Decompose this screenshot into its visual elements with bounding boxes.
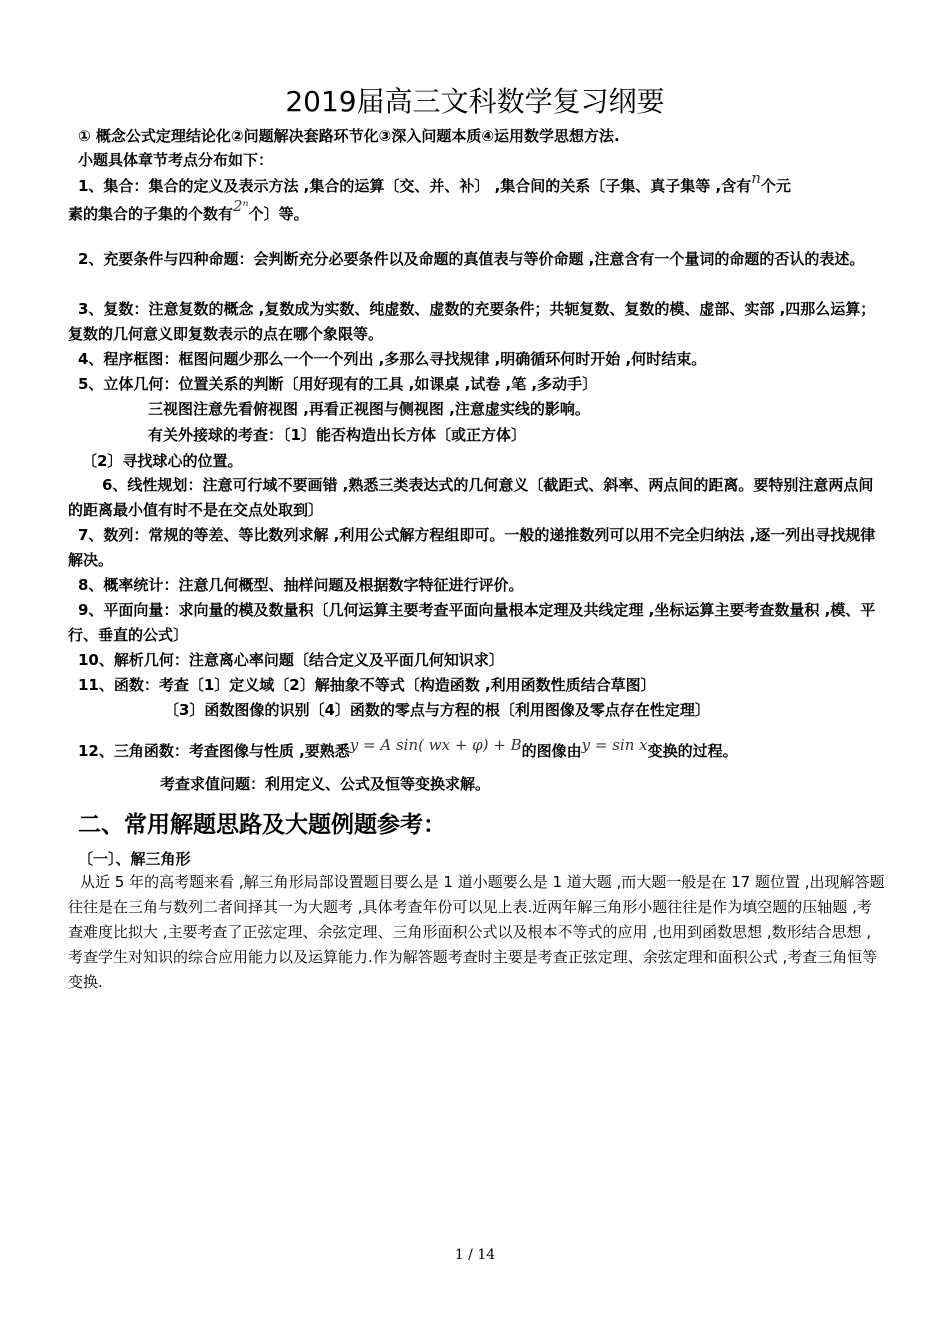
item-12 <box>78 736 896 764</box>
intro-line: ① 概念公式定理结论化②问题解决套路环节化③深入问题本质④运用数学思想方法. <box>78 127 620 145</box>
page-number: 1 / 14 <box>454 1247 496 1263</box>
item-4: 4、程序框图：框图问题少那么一个一个列出 ,多那么寻找规律 ,明确循环何时开始 ,何时结束。 <box>78 350 707 368</box>
sinusoid-formula: y = A sin( wx + φ) + B <box>349 736 522 754</box>
section-2-heading: 二、常用解题思路及大题例题参考： <box>78 812 446 838</box>
item-1-text-a: 1、集合：集合的定义及表示方法 ,集合的运算〔交、并、补〕 ,集合间的关系〔子集、真子集等 ,含有 <box>78 177 752 195</box>
item-1-n-formula: n <box>751 169 761 187</box>
item-5: 5、立体几何：位置关系的判断〔用好现有的工具 ,如课桌 ,试卷 ,笔 ,多动手〕 <box>78 375 598 393</box>
item-6: 6、线性规划：注意可行域不要画错 ,熟悉三类表达式的几何意义〔截距式、斜率、两点间的距离。要特别注意两点间的距离最小值有时不是在交点处取到〕 <box>68 476 874 519</box>
item-12-evaluation: 考查求值问题：利用定义、公式及恒等变换求解。 <box>160 775 491 793</box>
section-2-subheading: 〔一〕、解三角形 <box>78 850 191 868</box>
item-1-text-c: 素的集合的子集的个数有 <box>68 205 234 223</box>
sub-intro-line: 小题具体章节考点分布如下： <box>78 151 274 169</box>
item-1-power-formula: 2ⁿ <box>233 197 249 215</box>
item-11-continued: 〔3〕函数图像的识别〔4〕函数的零点与方程的根〔利用图像及零点存在性定理〕 <box>164 701 710 719</box>
section-2-paragraph: 从近 5 年的高考题来看 ,解三角形局部设置题目要么是 1 道小题要么是 1 道大题 ,而大题一般是在 17 题位置 ,出现解答题往往是在三角与数列二者间择其一为大题考 ,具体考查年份可以见上表.近两年解三角形小题往往是作为填空题的压轴题 ,考查难度比拟大 ,主要考查了正弦定理、余弦定理、三角形面积公式以及根本不等式的应用 ,也用到函数思想 ,数形结合思想 ,考查学生对知识的综合应用能力以及运算能力.作为解答题考查时主要是考查正弦定理、余弦定理和面积公式 ,考查三角恒等变换. <box>68 873 885 991</box>
item-11: 11、函数：考查〔1〕定义域〔2〕解抽象不等式〔构造函数 ,利用函数性质结合草图〕 <box>78 676 656 694</box>
item-1-text-d: 个〕等。 <box>248 205 309 223</box>
item-1-text-b: 个元 <box>760 177 791 195</box>
item-5-sphere: 有关外接球的考查：〔1〕能否构造出长方体〔或正方体〕 <box>148 426 526 444</box>
item-7: 7、数列：常规的等差、等比数列求解 ,利用公式解方程组即可。一般的递推数列可以用不完全归纳法 ,逐一列出寻找规律解决。 <box>68 526 876 569</box>
item-1-line-1 <box>78 169 896 199</box>
sine-formula: y = sin x <box>581 736 648 754</box>
item-5-sphere-center: 〔2〕寻找球心的位置。 <box>82 452 243 470</box>
item-2: 2、充要条件与四种命题：会判断充分必要条件以及命题的真值表与等价命题 ,注意含有一个量词的命题的否认的表述。 <box>78 250 865 268</box>
item-9: 9、平面向量：求向量的模及数量积〔几何运算主要考查平面向量根本定理及共线定理 ,坐标运算主要考查数量积 ,模、平行、垂直的公式〕 <box>68 601 876 644</box>
page-title: 2019届高三文科数学复习纲要 <box>285 85 665 118</box>
item-10: 10、解析几何：注意离心率问题〔结合定义及平面几何知识求〕 <box>78 651 504 669</box>
item-1-line-2 <box>68 197 886 227</box>
item-8: 8、概率统计：注意几何概型、抽样问题及根据数字特征进行评价。 <box>78 576 524 594</box>
item-3: 3、复数：注意复数的概念 ,复数成为实数、纯虚数、虚数的充要条件；共轭复数、复数的模、虚部、实部 ,四那么运算；复数的几何意义即复数表示的点在哪个象限等。 <box>68 300 876 343</box>
item-12-text-a: 12、三角函数：考查图像与性质 ,要熟悉 <box>78 742 350 760</box>
item-12-text-c: 变换的过程。 <box>647 742 738 760</box>
item-12-text-b: 的图像由 <box>521 742 582 760</box>
item-5-three-views: 三视图注意先看俯视图 ,再看正视图与侧视图 ,注意虚实线的影响。 <box>148 400 590 418</box>
